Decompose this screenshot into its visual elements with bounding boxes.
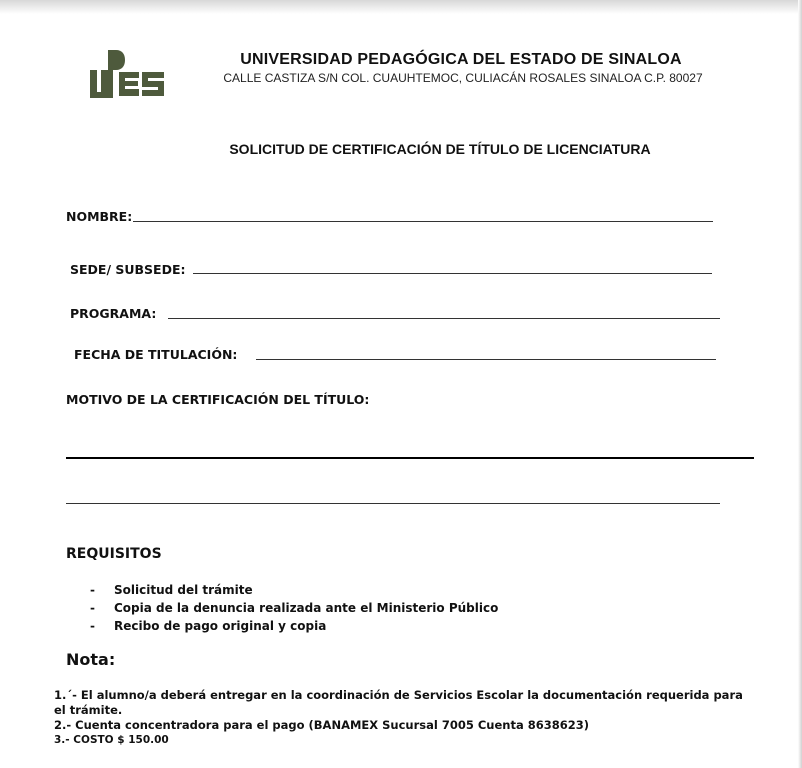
nota-lines	[54, 688, 754, 748]
nombre-label: NOMBRE:	[66, 209, 133, 224]
university-address: CALLE CASTIZA S/N COL. CUAUHTEMOC, CULIACÁN ROSALES SINALOA C.P. 80027	[223, 71, 703, 85]
list-item-text: Solicitud del trámite	[114, 583, 253, 597]
motivo-label: MOTIVO DE LA CERTIFICACIÓN DEL TÍTULO:	[66, 392, 370, 407]
motivo-line-1[interactable]	[66, 457, 754, 459]
bullet-dash: -	[90, 619, 95, 633]
bullet-dash: -	[90, 601, 95, 615]
motivo-line-2[interactable]	[66, 503, 720, 504]
nota-line-1: 1.´- El alumno/a deberá entregar en la coordinación de Servicios Escolar la documentación requerida para el trámite.	[54, 688, 743, 717]
sede-line[interactable]	[193, 273, 712, 274]
form-title: SOLICITUD DE CERTIFICACIÓN DE TÍTULO DE LICENCIATURA	[229, 141, 651, 157]
page-right-shadow	[798, 0, 802, 768]
requisitos-list	[90, 581, 498, 635]
university-logo	[88, 48, 166, 104]
bullet-dash: -	[90, 583, 95, 597]
page-top-shadow	[0, 0, 802, 14]
list-item	[90, 599, 498, 617]
list-item-text: Copia de la denuncia realizada ante el Ministerio Público	[114, 601, 499, 615]
fecha-titulacion-line[interactable]	[256, 359, 716, 360]
fecha-titulacion-label: FECHA DE TITULACIÓN:	[74, 347, 238, 362]
list-item-text: Recibo de pago original y copia	[114, 619, 327, 633]
nombre-line[interactable]	[133, 221, 713, 222]
university-name: UNIVERSIDAD PEDAGÓGICA DEL ESTADO DE SINALOA	[240, 51, 682, 68]
programa-label: PROGRAMA:	[70, 306, 157, 321]
list-item	[90, 617, 498, 635]
sede-label: SEDE/ SUBSEDE:	[70, 262, 186, 277]
requisitos-title: REQUISITOS	[66, 546, 162, 562]
nota-line-2: 2.- Cuenta concentradora para el pago (BANAMEX Sucursal 7005 Cuenta 8638623)	[54, 718, 589, 732]
programa-line[interactable]	[168, 318, 720, 319]
nota-title: Nota:	[66, 650, 116, 669]
list-item	[90, 581, 498, 599]
nota-line-3: 3.- COSTO $ 150.00	[54, 734, 169, 746]
